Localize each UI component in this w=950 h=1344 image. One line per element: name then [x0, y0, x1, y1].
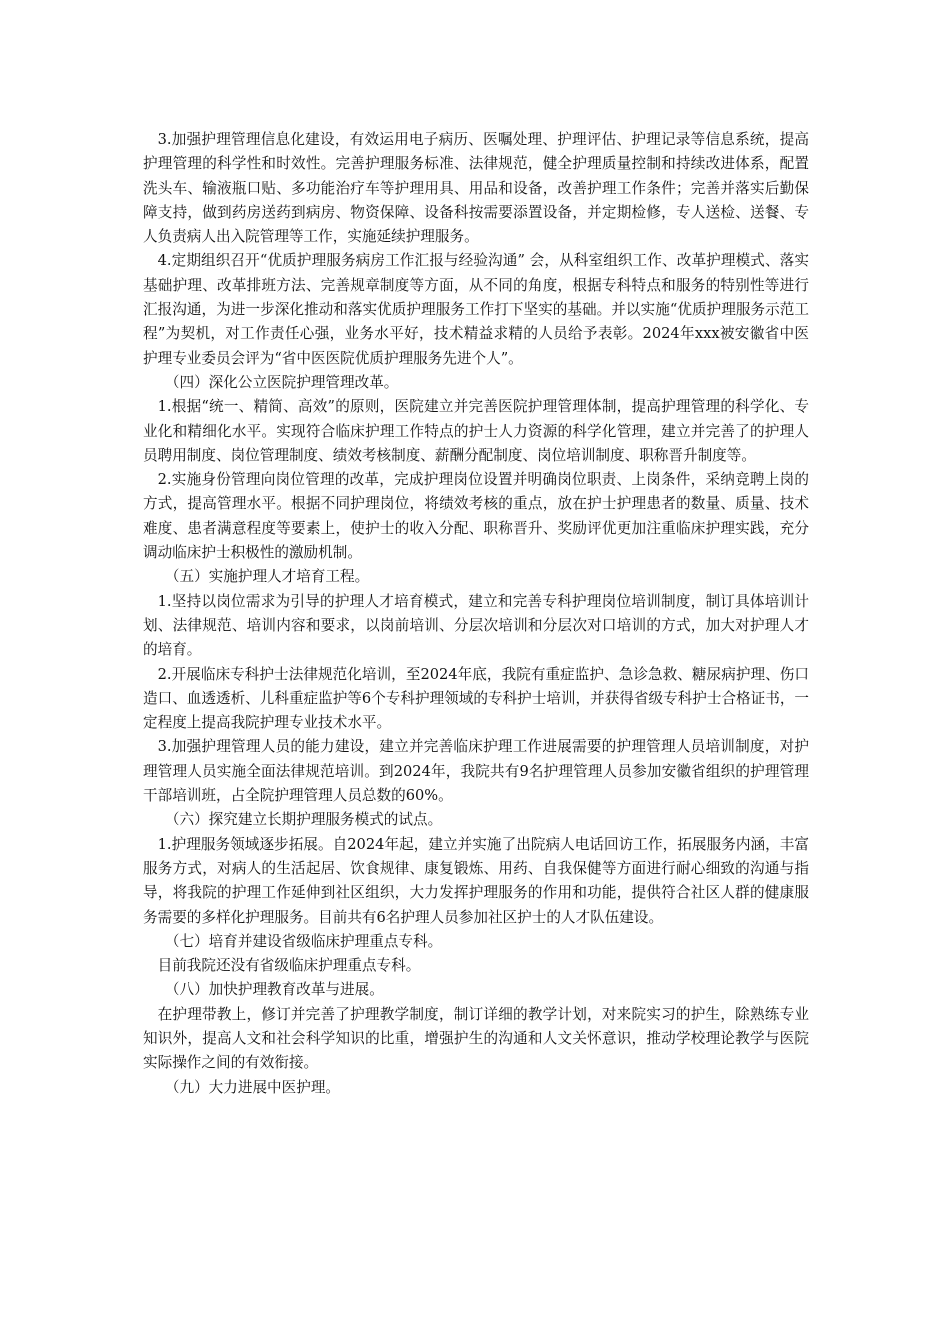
section-heading-8: （八）加快护理教育改革与进展。 [164, 981, 384, 999]
paragraph-service-expansion: 1.护理服务领域逐步拓展。自2024年起，建立并实施了出院病人电话回访工作，拓展服务内涵，丰富服务方式，对病人的生活起居、饮食规律、康复锻炼、用药、自我保健等方面进行耐心细致的沟通与指导，将我院的护理工作延伸到社区组织，大力发挥护理服务的作用和功能，提供符合社区人群的健康服务需要的多样化护理服务。目前共有6名护理人员参加社区护士的人才队伍建设。 [143, 835, 809, 926]
paragraph-specialist-training: 2.开展临床专科护士法律规范化培训，至2024年底，我院有重症监护、急诊急救、糖尿病护理、伤口造口、血透透析、儿科重症监护等6个专科护理领域的专科护士培训，并获得省级专科护士合格证书，一定程度上提高我院护理专业技术水平。 [143, 665, 810, 732]
section-heading-7: （七）培育并建设省级临床护理重点专科。 [164, 932, 443, 950]
paragraph-manager-capacity: 3.加强护理管理人员的能力建设，建立并完善临床护理工作进展需要的护理管理人员培训制度，对护理管理人员实施全面法律规范培训。到2024年，我院共有9名护理管理人员参加安徽省组织的护理管理干部培训班，占全院护理管理人员总数的60%。 [143, 738, 809, 805]
section-heading-9: （九）大力进展中医护理。 [164, 1078, 341, 1096]
paragraph-item-3-infotech: 3.加强护理管理信息化建设，有效运用电子病历、医嘱处理、护理评估、护理记录等信息系统，提高护理管理的科学性和时效性。完善护理服务标准、法律规范，健全护理质量控制和持续改进体系，配置洗头车、输液瓶口贴、多功能治疗车等护理用具、用品和设备，改善护理工作条件；完善并落实后勤保障支持，做到药房送药到病房、物资保障、设备科按需要添置设备，并定期检修，专人送检、送餐、专人负责病人出入院管理等工作，实施延续护理服务。 [143, 131, 809, 246]
document-page [143, 128, 809, 1100]
section-heading-5: （五）实施护理人才培育工程。 [164, 568, 370, 586]
paragraph-teaching: 在护理带教上，修订并完善了护理教学制度，制订详细的教学计划，对来院实习的护生，除熟练专业知识外，提高人文和社会科学知识的比重，增强护生的沟通和人文关怀意识，推动学校理论教学与医院实际操作之间的有效衔接。 [143, 1005, 809, 1072]
paragraph-position-reform: 2.实施身份管理向岗位管理的改革，完成护理岗位设置并明确岗位职责、上岗条件，采纳竞聘上岗的方式，提高管理水平。根据不同护理岗位，将绩效考核的重点，放在护士护理患者的数量、质量、技术难度、患者满意程度等要素上，使护士的收入分配、职称晋升、奖励评优更加注重临床护理实践，充分调动临床护士积极性的激励机制。 [143, 471, 809, 562]
paragraph-talent-model: 1.坚持以岗位需求为引导的护理人才培育模式，建立和完善专科护理岗位培训制度，制订具体培训计划、法律规范、培训内容和要求，以岗前培训、分层次培训和分层次对口培训的方式，加大对护理人才的培育。 [143, 592, 809, 659]
section-heading-6: （六）探究建立长期护理服务模式的试点。 [164, 811, 443, 829]
section-heading-4: （四）深化公立医院护理管理改革。 [164, 373, 399, 391]
paragraph-key-specialty: 目前我院还没有省级临床护理重点专科。 [157, 957, 421, 975]
paragraph-management-system: 1.根据“统一、精简、高效”的原则，医院建立并完善医院护理管理体制，提高护理管理的科学化、专业化和精细化水平。实现符合临床护理工作特点的护士人力资源的科学化管理，建立并完善了的护理人员聘用制度、岗位管理制度、绩效考核制度、薪酬分配制度、岗位培训制度、职称晋升制度等。 [143, 398, 809, 464]
paragraph-item-4-exchange-meeting: 4.定期组织召开“优质护理服务病房工作汇报与经验沟通” 会，从科室组织工作、改革护理模式、落实基础护理、改革排班方法、完善规章制度等方面，从不同的角度，根据专科特点和服务的特别性等进行汇报沟通，为进一步深化推动和落实优质护理服务工作打下坚实的基础。并以实施“优质护理服务示范工程”为契机，对工作责任心强，业务水平好，技术精益求精的人员给予表彰。2024年xxx被安徽省中医护理专业委员会评为“省中医医院优质护理服务先进个人”。 [143, 252, 809, 367]
